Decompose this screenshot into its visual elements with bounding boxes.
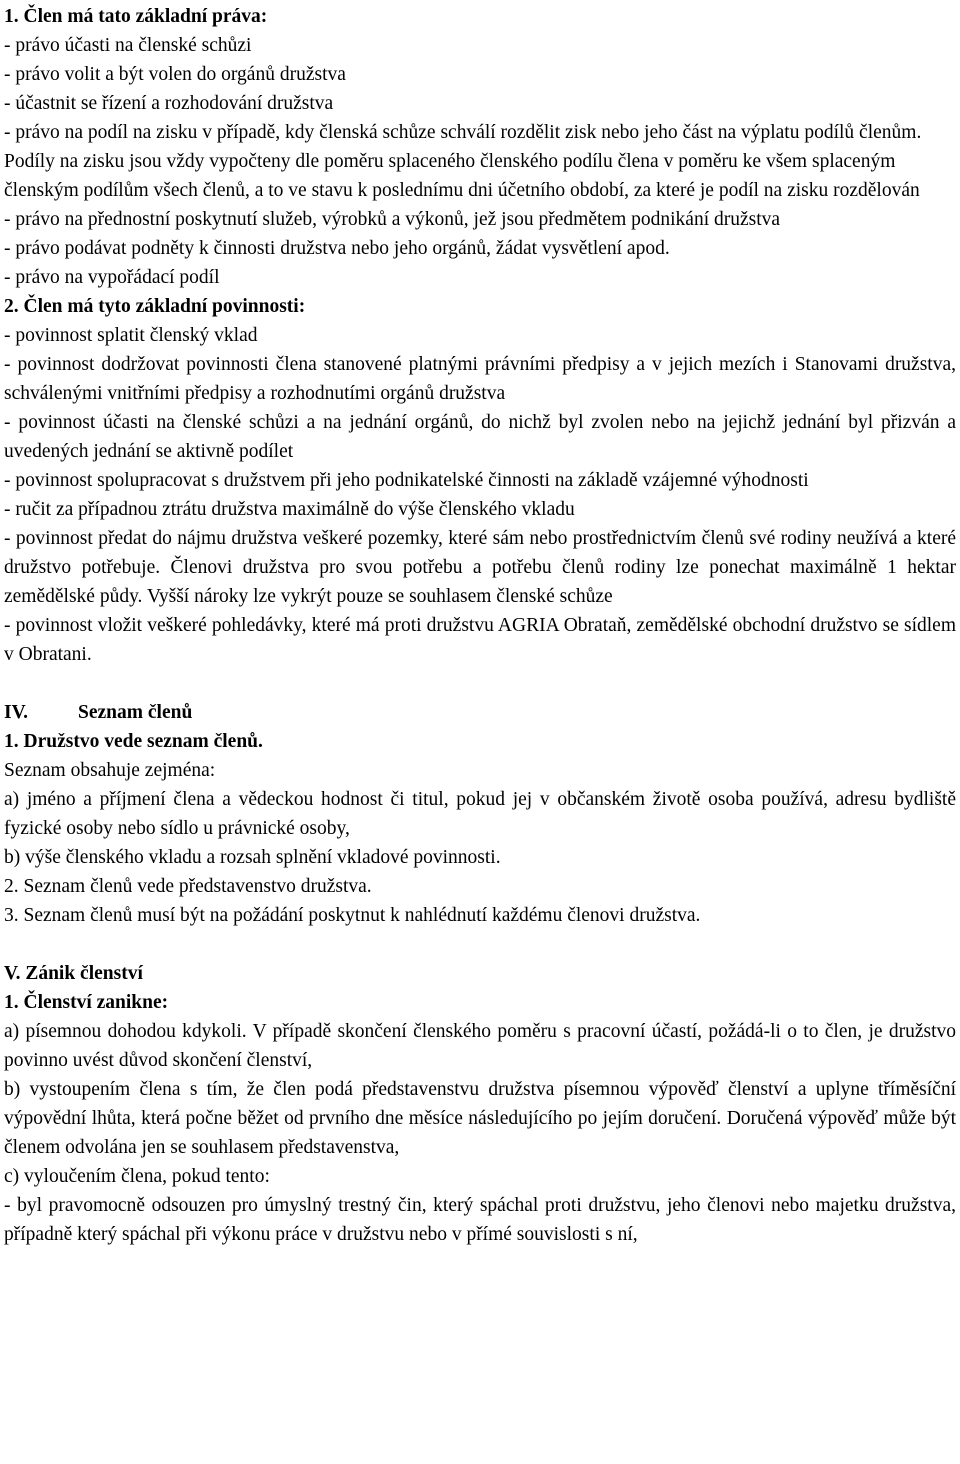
section-spacer	[4, 669, 956, 698]
section-iv-numeral: IV.	[4, 702, 29, 723]
rights-item: - právo účasti na členské schůzi	[4, 35, 252, 56]
duties-item: - ručit za případnou ztrátu družstva maximálně do výše členského vkladu	[4, 499, 575, 520]
duties-item: - povinnost dodržovat povinnosti člena stanovené platnými právními předpisy a v jejich mezích i Stanovami družstva, schválenými vnitřními předpisy a rozhodnutími orgánů družstva	[4, 354, 956, 404]
rights-item: - právo na vypořádací podíl	[4, 267, 220, 288]
section-v-heading: V. Zánik členství	[4, 963, 143, 984]
rights-item: - účastnit se řízení a rozhodování družstva	[4, 93, 334, 114]
section-iv-intro: Seznam obsahuje zejména:	[4, 760, 216, 781]
duties-item: - povinnost účasti na členské schůzi a na jednání orgánů, do nichž byl zvolen nebo na jejichž jednání byl přizván a uvedených jednání se aktivně podílet	[4, 412, 956, 462]
rights-item: - právo na podíl na zisku v případě, kdy členská schůze schválí rozdělit zisk nebo jeho část na výplatu podílů členům. Podíly na zisku jsou vždy vypočteny dle poměru splaceného členského podílu člena v poměru ke všem splaceným členským podílům všech členů, a to ve stavu k poslednímu dni účetního období, za které je podíl na zisku rozdělován	[4, 122, 922, 201]
section-iv-item: b) výše členského vkladu a rozsah splnění vkladové povinnosti.	[4, 847, 501, 868]
section-spacer	[4, 930, 956, 959]
section-v-subheading: 1. Členství zanikne:	[4, 992, 169, 1013]
section-iv-item: a) jméno a příjmení člena a vědeckou hodnost či titul, pokud jej v občanském životě osoba používá, adresu bydliště fyzické osoby nebo sídlo u právnické osoby,	[4, 789, 956, 839]
rights-item: - právo volit a být volen do orgánů družstva	[4, 64, 346, 85]
section-v-item: b) vystoupením člena s tím, že člen podá představenstvu družstva písemnou výpověď členství a uplyne tříměsíční výpovědní lhůta, která počne běžet od prvního dne měsíce následujícího po jejím doručení. Doručená výpověď může být členem odvolána jen se souhlasem představenstva,	[4, 1079, 956, 1158]
section-v-item: c) vyloučením člena, pokud tento:	[4, 1166, 270, 1187]
rights-heading: 1. Člen má tato základní práva:	[4, 6, 268, 27]
duties-item: - povinnost splatit členský vklad	[4, 325, 258, 346]
rights-item: - právo na přednostní poskytnutí služeb, výrobků a výkonů, jež jsou předmětem podnikání družstva	[4, 209, 781, 230]
section-v-item: a) písemnou dohodou kdykoli. V případě skončení členského poměru s pracovní účastí, požádá-li o to člen, je družstvo povinno uvést důvod skončení členství,	[4, 1021, 956, 1071]
section-iv-heading	[4, 698, 956, 727]
section-v-item: - byl pravomocně odsouzen pro úmyslný trestný čin, který spáchal proti družstvu, jeho členovi nebo majetku družstva, případně který spáchal při výkonu práce v družstvu nebo v přímé souvislosti s ní,	[4, 1195, 956, 1245]
duties-heading: 2. Člen má tyto základní povinnosti:	[4, 296, 306, 317]
duties-item: - povinnost předat do nájmu družstva veškeré pozemky, které sám nebo prostřednictvím členů své rodiny neužívá a které družstvo potřebuje. Členovi družstva pro svou potřebu a potřebu členů rodiny lze ponechat maximálně 1 hektar zemědělské půdy. Vyšší nároky lze vykrýt pouze se souhlasem členské schůze	[4, 528, 956, 607]
duties-item: - povinnost vložit veškeré pohledávky, které má proti družstvu AGRIA Obrataň, zemědělské obchodní družstvo se sídlem v Obratani.	[4, 615, 956, 665]
section-iv-item: 3. Seznam členů musí být na požádání poskytnut k nahlédnutí každému členovi družstva.	[4, 905, 701, 926]
section-iv-subheading: 1. Družstvo vede seznam členů.	[4, 731, 263, 752]
rights-item: - právo podávat podněty k činnosti družstva nebo jeho orgánů, žádat vysvětlení apod.	[4, 238, 670, 259]
section-iv-item: 2. Seznam členů vede představenstvo družstva.	[4, 876, 372, 897]
duties-item: - povinnost spolupracovat s družstvem při jeho podnikatelské činnosti na základě vzájemné výhodnosti	[4, 470, 809, 491]
section-iv-title: Seznam členů	[78, 702, 193, 723]
